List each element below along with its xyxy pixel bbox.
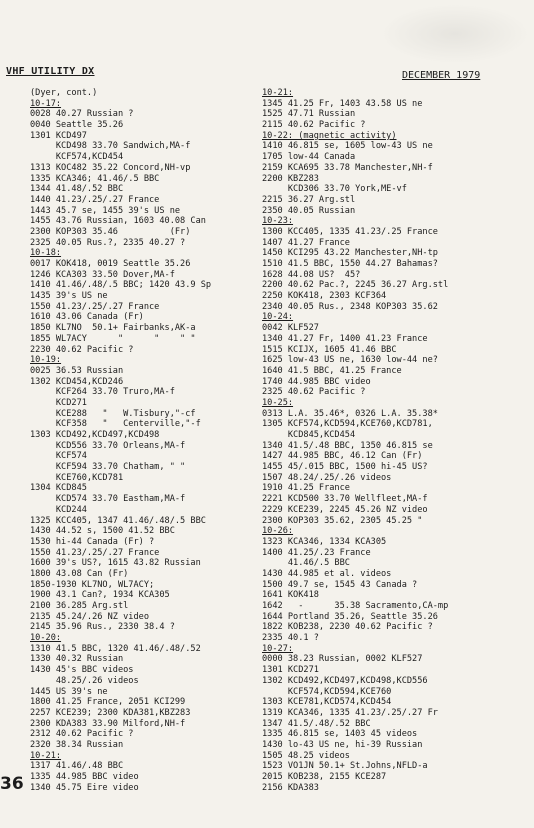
log-entry: 2015 KOB238, 2155 KCE287: [262, 772, 387, 782]
log-entry: 1340 41.5/.48 BBC, 1350 46.815 se: [262, 440, 433, 451]
log-entry: 1407 41.27 France: [262, 237, 350, 248]
log-entry: 2135 45.24/.26 NZ video: [30, 611, 149, 622]
log-entry: 1530 hi-44 Canada (Fr) ?: [30, 536, 155, 547]
log-entry: 2230 40.62 Pacific ?: [30, 344, 134, 355]
log-entry: 1430 44.985 et al. videos: [262, 568, 392, 579]
log-entry: 1300 KCC405, 1335 41.23/.25 France: [262, 226, 438, 237]
log-entry: 1455 45/.015 BBC, 1500 hi-45 US?: [262, 462, 428, 473]
log-entry: 1305 KCF574,KCD594,KCE760,KCD781,: [262, 419, 433, 430]
publication-title: VHF UTILITY DX: [6, 66, 95, 77]
date-heading: 10-27:: [262, 643, 294, 654]
date-heading: 10-23:: [262, 216, 294, 227]
log-entry: 1900 43.1 Can?, 1934 KCA305: [30, 590, 170, 601]
log-entry: 1910 41.25 France: [262, 483, 350, 494]
log-entry: 2300 KOP303 35.62, 2305 45.25 ": [262, 515, 423, 526]
log-entry: 1302 KCD454,KCD246: [30, 376, 124, 387]
log-entry: 1641 KOK418: [262, 590, 319, 601]
log-entry: 1319 KCA346, 1335 41.23/.25/.27 Fr: [262, 707, 438, 718]
log-entry: 2320 38.34 Russian: [30, 739, 124, 750]
log-entry: 2350 40.05 Russian: [262, 205, 356, 216]
log-entry: 1525 47.71 Russian: [262, 109, 356, 120]
log-entry: 1325 KCC405, 1347 41.46/.48/.5 BBC: [30, 515, 206, 526]
log-entry: KCD244: [30, 504, 87, 515]
log-entry: 1310 41.5 BBC, 1320 41.46/.48/.52: [30, 643, 201, 654]
log-entry: 2250 KOK418, 2303 KCF364: [262, 291, 387, 302]
date-heading: 10-21:: [262, 88, 294, 98]
log-entry: 1246 KCA303 33.50 Dover,MA-f: [30, 269, 175, 280]
issue-date: DECEMBER 1979: [402, 70, 481, 81]
log-entry: 1600 39's US?, 1615 43.82 Russian: [30, 558, 201, 569]
log-entry: 1340 45.75 Eire video: [30, 782, 139, 793]
log-entry: 1455 43.76 Russian, 1603 40.08 Can: [30, 216, 206, 227]
log-entry: 1410 46.815 se, 1605 low-43 US ne: [262, 141, 433, 152]
log-entry: 1740 44.985 BBC video: [262, 376, 371, 387]
log-entry: 1500 49.7 se, 1545 43 Canada ?: [262, 579, 418, 590]
log-column-right: [262, 88, 526, 793]
log-entry: (Dyer, cont.): [30, 88, 98, 98]
log-entry: 1347 41.5/.48/.52 BBC: [262, 718, 371, 729]
log-entry: 1550 41.23/.25/.27 France: [30, 547, 160, 558]
log-entry: 2145 35.96 Rus., 2330 38.4 ?: [30, 622, 175, 633]
log-entry: 1800 41.25 France, 2051 KCI299: [30, 697, 186, 708]
log-entry: 0025 36.53 Russian: [30, 365, 124, 376]
page-number: 36: [0, 774, 24, 794]
date-heading: 10-25:: [262, 397, 294, 408]
log-entry: 1440 41.23/.25/.27 France: [30, 194, 160, 205]
log-entry: 1410 41.46/.48/.5 BBC; 1420 43.9 Sp: [30, 280, 212, 291]
date-heading: 10-21:: [30, 750, 62, 761]
log-entry: 1800 43.08 Can (Fr): [30, 568, 129, 579]
log-entry: KCF574: [30, 451, 87, 462]
log-entry: 1430 44.52 s, 1500 41.52 BBC: [30, 526, 175, 537]
log-entry: 1435 39's US ne: [30, 291, 108, 302]
log-entry: 1335 KCA346; 41.46/.5 BBC: [30, 173, 160, 184]
log-entry: KCE288 " W.Tisbury,"-cf: [30, 408, 196, 419]
log-entry: 1642 - 35.38 Sacramento,CA-mp: [262, 601, 449, 611]
log-entry: KCF264 33.70 Truro,MA-f: [30, 387, 175, 398]
log-entry: 1303 KCE781,KCD574,KCD454: [262, 697, 392, 708]
log-entry: 2115 40.62 Pacific ?: [262, 120, 366, 131]
log-entry: 1610 43.06 Canada (Fr): [30, 312, 144, 323]
print-smudge: [380, 4, 530, 64]
log-entry: 2200 KBZ283: [262, 173, 319, 184]
log-entry: 1302 KCD492,KCD497,KCD498,KCD556: [262, 675, 428, 686]
date-heading: 10-17:: [30, 98, 62, 109]
log-entry: 2340 40.05 Rus., 2348 KOP303 35.62: [262, 301, 438, 312]
log-entry: 1344 41.48/.52 BBC: [30, 184, 124, 195]
log-entry: 1427 44.985 BBC, 46.12 Can (Fr): [262, 451, 423, 462]
log-entry: 1335 46.815 se, 1403 45 videos: [262, 729, 418, 740]
log-entry: 1301 KCD271: [262, 665, 319, 676]
date-heading: 10-24:: [262, 312, 294, 323]
log-entry: 1550 41.23/.25/.27 France: [30, 301, 160, 312]
log-entry: 48.25/.26 videos: [30, 675, 139, 686]
log-entry: 1625 low-43 US ne, 1630 low-44 ne?: [262, 355, 438, 366]
log-entry: 0042 KLF527: [262, 323, 319, 334]
log-entry: 1330 40.32 Russian: [30, 654, 124, 665]
log-entry: 1301 KCD497: [30, 130, 87, 141]
log-entry: 0313 L.A. 35.46*, 0326 L.A. 35.38*: [262, 408, 438, 419]
log-entry: KCF358 " Centerville,"-f: [30, 419, 201, 430]
log-entry: KCD556 33.70 Orleans,MA-f: [30, 440, 186, 451]
log-entry: 1313 KOC482 35.22 Concord,NH-vp: [30, 162, 191, 173]
log-entry: 0040 Seattle 35.26: [30, 120, 124, 131]
log-entry: 1445 US 39's ne: [30, 686, 108, 697]
log-entry: 1822 KOB238, 2230 40.62 Pacific ?: [262, 622, 433, 633]
log-entry: KCF574,KCD594,KCE760: [262, 686, 392, 697]
date-heading: 10-26:: [262, 526, 294, 537]
log-entry: 2312 40.62 Pacific ?: [30, 729, 134, 740]
log-entry: 1523 VO1JN 50.1+ St.Johns,NFLD-a: [262, 761, 428, 772]
log-entry: 1507 48.24/.25/.26 videos: [262, 472, 392, 483]
log-entry: 1855 WL7ACY " " " ": [30, 333, 196, 344]
date-heading: 10-18:: [30, 248, 62, 259]
log-entry: 0017 KOK418, 0019 Seattle 35.26: [30, 259, 191, 269]
log-entry: KCF594 33.70 Chatham, " ": [30, 462, 186, 473]
log-entry: KCD498 33.70 Sandwich,MA-f: [30, 141, 191, 152]
log-entry: 1340 41.27 Fr, 1400 41.23 France: [262, 333, 428, 344]
log-entry: 1400 41.25/.23 France: [262, 547, 371, 558]
log-entry: 1644 Portland 35.26, Seattle 35.26: [262, 611, 438, 622]
log-entry: 2300 KDA383 33.90 Milford,NH-f: [30, 718, 186, 729]
log-entry: 1317 41.46/.48 BBC: [30, 761, 124, 772]
log-entry: 2215 36.27 Arg.stl: [262, 194, 356, 205]
date-heading: 10-22: (magnetic activity): [262, 130, 397, 141]
log-entry: 2257 KCE239; 2300 KDA381,KBZ283: [30, 707, 191, 718]
log-entry: 2335 40.1 ?: [262, 633, 319, 644]
log-column-left: [30, 88, 244, 793]
log-entry: 2325 40.05 Rus.?, 2335 40.27 ?: [30, 237, 186, 248]
log-entry: 1430 lo-43 US ne, hi-39 Russian: [262, 739, 423, 750]
log-entry: 2100 36.285 Arg.stl: [30, 601, 129, 611]
log-entry: 1505 48.25 videos: [262, 750, 350, 761]
log-entry: KCE760,KCD781: [30, 472, 124, 483]
log-entry: KCD845,KCD454: [262, 430, 356, 440]
log-entry: 1345 41.25 Fr, 1403 43.58 US ne: [262, 98, 423, 109]
log-entry: 2159 KCA695 33.78 Manchester,NH-f: [262, 162, 433, 173]
log-entry: KCD306 33.70 York,ME-vf: [262, 184, 407, 195]
date-heading: 10-20:: [30, 633, 62, 644]
log-entry: 1303 KCD492,KCD497,KCD498: [30, 430, 160, 440]
log-entry: 1705 low-44 Canada: [262, 152, 356, 163]
date-heading: 10-19:: [30, 355, 62, 366]
log-entry: 1850-1930 KL7NO, WL7ACY;: [30, 579, 155, 590]
log-entry: KCD574 33.70 Eastham,MA-f: [30, 494, 186, 505]
log-entry: 2325 40.62 Pacific ?: [262, 387, 366, 398]
log-entry: 1304 KCD845: [30, 483, 87, 494]
log-entry: 2221 KCD500 33.70 Wellfleet,MA-f: [262, 494, 428, 505]
log-entry: 1640 41.5 BBC, 41.25 France: [262, 365, 402, 376]
log-entry: KCD271: [30, 397, 87, 408]
log-entry: 2156 KDA383: [262, 782, 319, 793]
log-entry: 1335 44.985 BBC video: [30, 772, 139, 782]
log-entry: 1850 KL7NO 50.1+ Fairbanks,AK-a: [30, 323, 196, 334]
log-entry: 2200 40.62 Pac.?, 2245 36.27 Arg.stl: [262, 280, 449, 291]
log-entry: 2229 KCE239, 2245 45.26 NZ video: [262, 504, 428, 515]
log-entry: KCF574,KCD454: [30, 152, 124, 163]
log-entry: 1510 41.5 BBC, 1550 44.27 Bahamas?: [262, 259, 438, 269]
log-entry: 1443 45.7 se, 1455 39's US ne: [30, 205, 181, 216]
log-entry: 1323 KCA346, 1334 KCA305: [262, 536, 387, 547]
log-entry: 1450 KCI295 43.22 Manchester,NH-tp: [262, 248, 438, 259]
log-entry: 1515 KCIJX, 1605 41.46 BBC: [262, 344, 397, 355]
log-entry: 1430 45's BBC videos: [30, 665, 134, 676]
log-entry: 41.46/.5 BBC: [262, 558, 350, 569]
log-entry: 1628 44.08 US? 45?: [262, 269, 361, 280]
log-entry: 2300 KOP303 35.46 (Fr): [30, 226, 191, 237]
log-entry: 0000 38.23 Russian, 0002 KLF527: [262, 654, 423, 665]
log-entry: 0028 40.27 Russian ?: [30, 109, 134, 120]
